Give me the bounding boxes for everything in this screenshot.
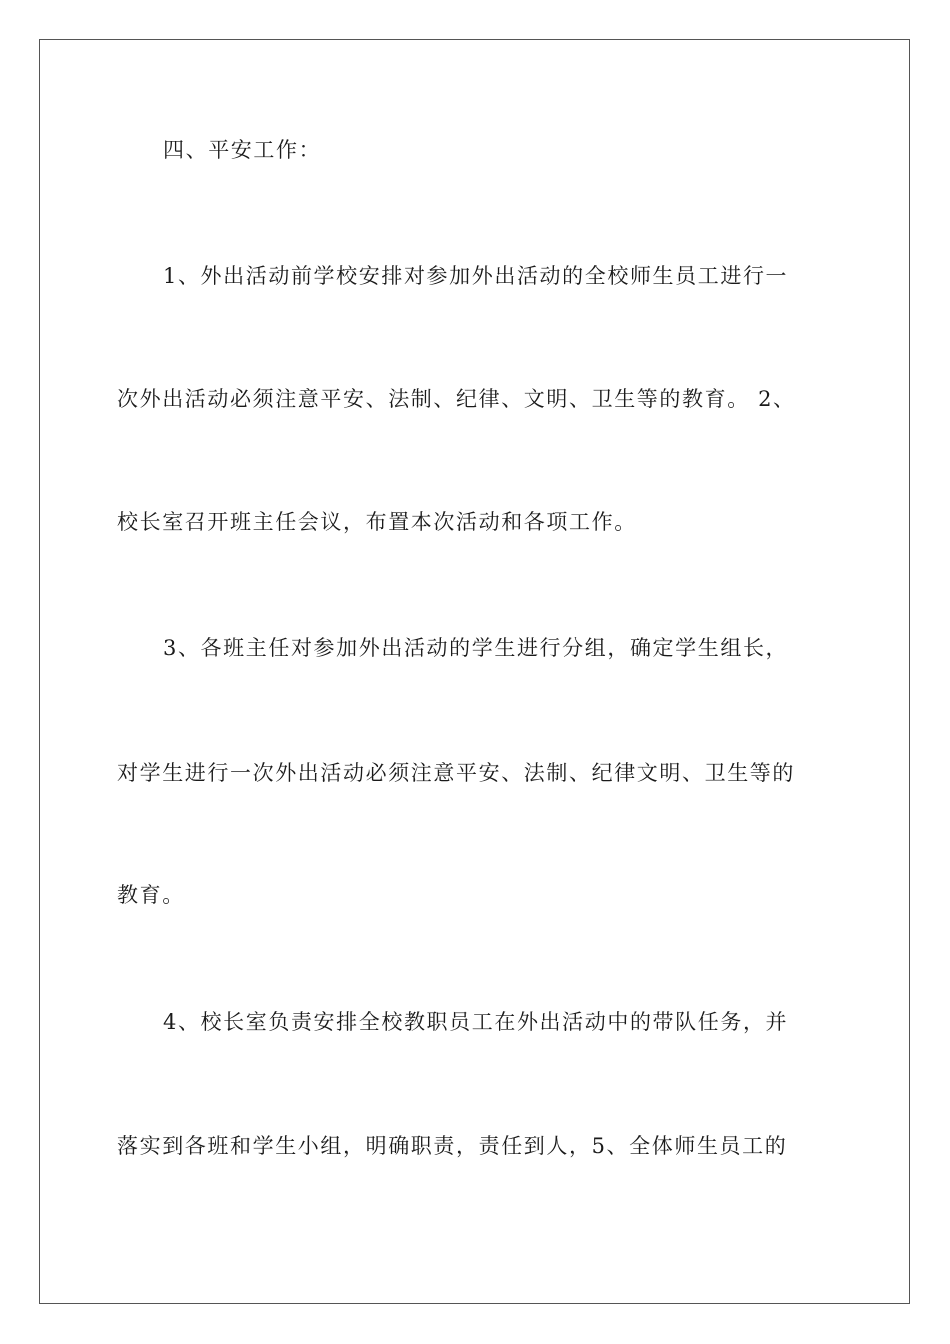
- paragraph-line: 落实到各班和学生小组，明确职责，责任到人，5、全体师生员工的: [117, 1134, 788, 1158]
- paragraph-line: 对学生进行一次外出活动必须注意平安、法制、纪律文明、卫生等的: [117, 761, 795, 785]
- paragraph-line: 校长室召开班主任会议，布置本次活动和各项工作。: [117, 510, 637, 534]
- section-heading: 四、平安工作：: [163, 138, 322, 162]
- paragraph-line: 3、各班主任对参加外出活动的学生进行分组，确定学生组长，: [163, 636, 789, 660]
- page-border: [39, 39, 910, 1304]
- paragraph-line: 次外出活动必须注意平安、法制、纪律、文明、卫生等的教育。 2、: [117, 387, 796, 411]
- paragraph-line: 教育。: [117, 883, 185, 907]
- paragraph-line: 1、外出活动前学校安排对参加外出活动的全校师生员工进行一: [163, 264, 789, 288]
- paragraph-line: 4、校长室负责安排全校教职员工在外出活动中的带队任务，并: [163, 1010, 789, 1034]
